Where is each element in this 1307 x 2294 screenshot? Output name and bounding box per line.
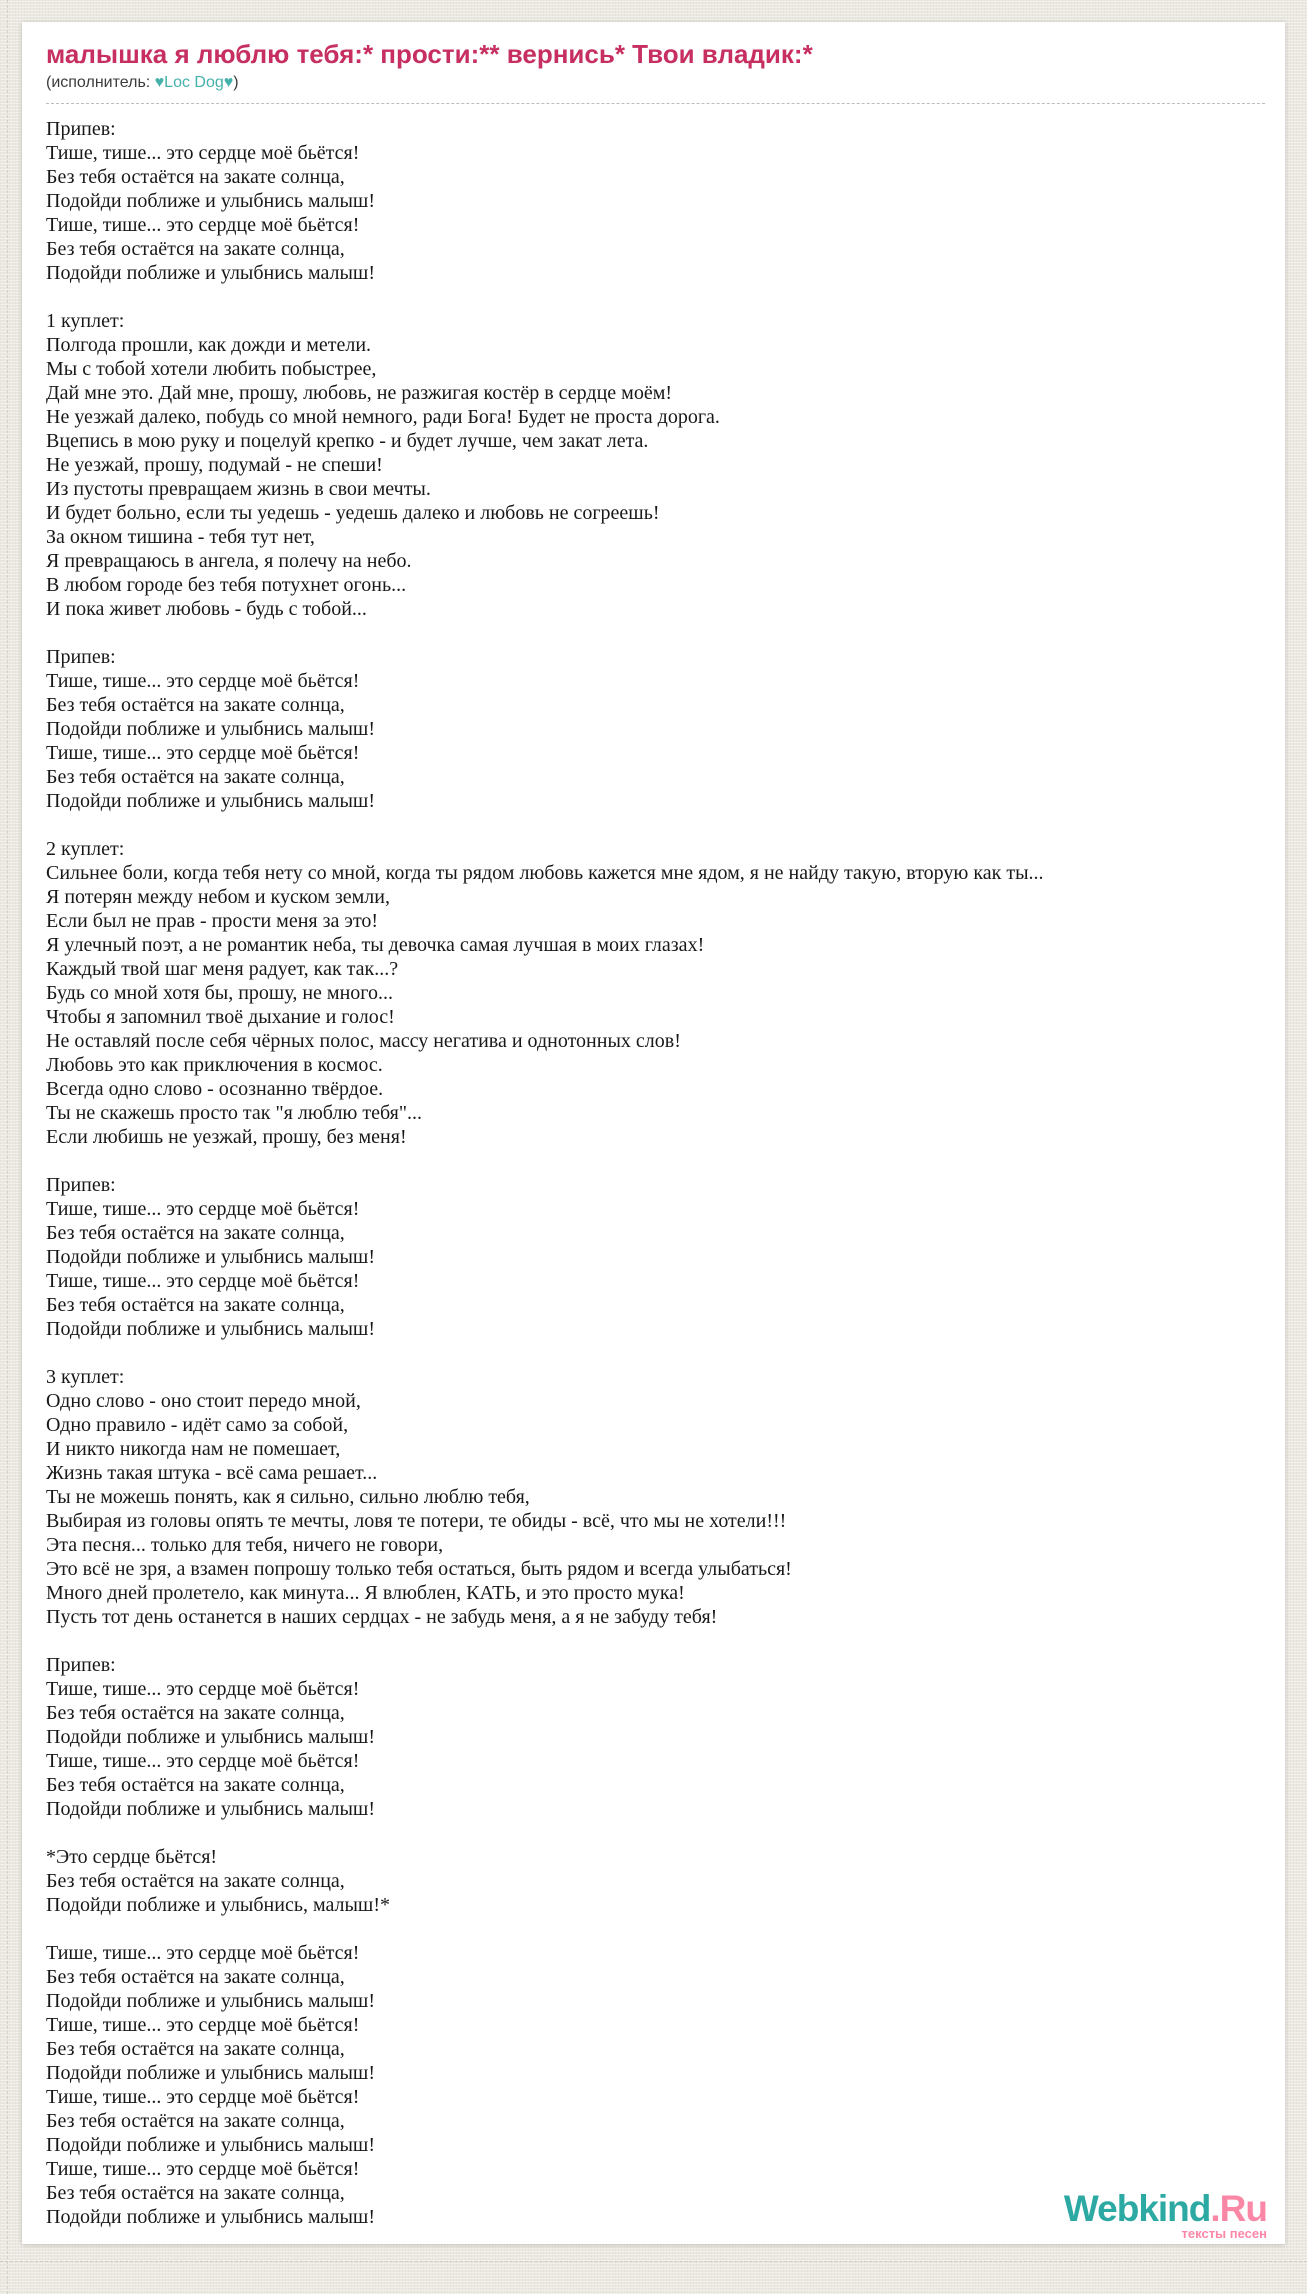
- lyric-line: Всегда одно слово - осознанно твёрдое.: [46, 1078, 384, 1100]
- lyric-line: Не уезжай, прошу, подумай - не спеши!: [46, 454, 383, 476]
- lyric-line: Подойди поближе и улыбнись малыш!: [46, 2206, 375, 2228]
- lyric-line: Без тебя остаётся на закате солнца,: [46, 2182, 345, 2204]
- page-title: малышка я люблю тебя:* прости:** вернись* Твои владик:*: [46, 39, 813, 69]
- webkind-logo-main: Webkind: [1063, 2188, 1211, 2229]
- lyric-line: Много дней пролетело, как минута... Я влюблен, КАТЬ, и это просто мука!: [46, 1582, 685, 1604]
- lyric-line: Тише, тише... это сердце моё бьётся!: [46, 1270, 360, 1292]
- artist-line: [46, 73, 1265, 104]
- lyric-line: Подойди поближе и улыбнись малыш!: [46, 1726, 375, 1748]
- lyric-line: Тише, тише... это сердце моё бьётся!: [46, 1198, 360, 1220]
- lyric-line: Без тебя остаётся на закате солнца,: [46, 766, 345, 788]
- lyrics-card: [22, 22, 1285, 2244]
- lyric-line: Подойди поближе и улыбнись, малыш!*: [46, 1894, 390, 1916]
- lyrics: [46, 117, 1265, 2229]
- lyric-line: Без тебя остаётся на закате солнца,: [46, 2038, 345, 2060]
- lyric-line: 1 куплет:: [46, 310, 125, 332]
- lyric-line: Чтобы я запомнил твоё дыхание и голос!: [46, 1006, 395, 1028]
- lyric-line: Эта песня... только для тебя, ничего не говори,: [46, 1534, 444, 1556]
- webkind-logo-suffix: .Ru: [1210, 2188, 1267, 2229]
- lyric-line: Дай мне это. Дай мне, прошу, любовь, не разжигая костёр в сердце моём!: [46, 382, 673, 404]
- lyric-line: Из пустоты превращаем жизнь в свои мечты.: [46, 478, 431, 500]
- lyric-line: В любом городе без тебя потухнет огонь...: [46, 574, 407, 596]
- lyric-line: Припев:: [46, 118, 116, 140]
- lyric-line: Без тебя остаётся на закате солнца,: [46, 1222, 345, 1244]
- lyric-line: Припев:: [46, 646, 116, 668]
- lyric-line: Ты не скажешь просто так "я люблю тебя"...: [46, 1102, 423, 1124]
- lyric-line: Без тебя остаётся на закате солнца,: [46, 1870, 345, 1892]
- lyric-line: Выбирая из головы опять те мечты, ловя те потери, те обиды - всё, что мы не хотели!!!: [46, 1510, 787, 1532]
- lyric-line: 3 куплет:: [46, 1366, 125, 1388]
- lyric-line: Подойди поближе и улыбнись малыш!: [46, 1990, 375, 2012]
- lyric-line: Подойди поближе и улыбнись малыш!: [46, 262, 375, 284]
- lyric-line: Пусть тот день останется в наших сердцах - не забудь меня, а я не забуду тебя!: [46, 1606, 718, 1628]
- lyric-line: Одно правило - идёт само за собой,: [46, 1414, 349, 1436]
- lyric-line: Не оставляй после себя чёрных полос, массу негатива и однотонных слов!: [46, 1030, 681, 1052]
- lyric-line: Без тебя остаётся на закате солнца,: [46, 238, 345, 260]
- lyric-line: 2 куплет:: [46, 838, 125, 860]
- lyric-line: Подойди поближе и улыбнись малыш!: [46, 190, 375, 212]
- lyric-line: Подойди поближе и улыбнись малыш!: [46, 1798, 375, 1820]
- lyric-line: Тише, тише... это сердце моё бьётся!: [46, 742, 360, 764]
- lyric-line: За окном тишина - тебя тут нет,: [46, 526, 315, 548]
- lyric-line: *Это сердце бьётся!: [46, 1846, 218, 1868]
- lyric-line: Припев:: [46, 1174, 116, 1196]
- lyric-line: Тише, тише... это сердце моё бьётся!: [46, 670, 360, 692]
- stanza: [46, 1845, 1265, 1917]
- lyric-line: Подойди поближе и улыбнись малыш!: [46, 2062, 375, 2084]
- lyric-line: Ты не можешь понять, как я сильно, сильно люблю тебя,: [46, 1486, 530, 1508]
- lyric-line: Без тебя остаётся на закате солнца,: [46, 694, 345, 716]
- lyric-line: Не уезжай далеко, побудь со мной немного, ради Бога! Будет не проста дорога.: [46, 406, 720, 428]
- lyric-line: Тише, тише... это сердце моё бьётся!: [46, 1678, 360, 1700]
- lyric-line: Подойди поближе и улыбнись малыш!: [46, 1246, 375, 1268]
- lyric-line: Тише, тише... это сердце моё бьётся!: [46, 2158, 360, 2180]
- webkind-logo-tagline: тексты песен: [1181, 2226, 1267, 2241]
- artist-link[interactable]: ♥Loc Dog♥: [154, 74, 234, 91]
- lyric-line: Без тебя остаётся на закате солнца,: [46, 1774, 345, 1796]
- footer-divider: [0, 2261, 1307, 2262]
- lyric-line: Я потерян между небом и куском земли,: [46, 886, 390, 908]
- lyric-line: Вцепись в мою руку и поцелуй крепко - и будет лучше, чем закат лета.: [46, 430, 649, 452]
- webkind-logo-brand: [1064, 2190, 1267, 2227]
- background-stitch-line: [7, 0, 8, 2294]
- lyric-line: Любовь это как приключения в космос.: [46, 1054, 383, 1076]
- lyric-line: И пока живет любовь - будь с тобой...: [46, 598, 367, 620]
- lyric-line: Припев:: [46, 1654, 116, 1676]
- stanza: [46, 837, 1265, 1149]
- artist-label: (исполнитель:: [46, 74, 155, 91]
- lyric-line: Это всё не зря, а взамен попрошу только тебя остаться, быть рядом и всегда улыбаться!: [46, 1558, 792, 1580]
- lyric-line: Каждый твой шаг меня радует, как так...?: [46, 958, 399, 980]
- lyric-line: Подойди поближе и улыбнись малыш!: [46, 1318, 375, 1340]
- stanza: [46, 1173, 1265, 1341]
- artist-label-suffix: ): [233, 74, 239, 91]
- lyric-line: Тише, тише... это сердце моё бьётся!: [46, 1750, 360, 1772]
- lyric-line: Жизнь такая штука - всё сама решает...: [46, 1462, 378, 1484]
- lyric-line: Тише, тише... это сердце моё бьётся!: [46, 142, 360, 164]
- lyric-line: Мы с тобой хотели любить побыстрее,: [46, 358, 377, 380]
- stanza: [46, 1941, 1265, 2229]
- lyric-line: Тише, тише... это сердце моё бьётся!: [46, 2086, 360, 2108]
- stanza: [46, 309, 1265, 621]
- lyric-line: Без тебя остаётся на закате солнца,: [46, 2110, 345, 2132]
- stanza: [46, 1365, 1265, 1629]
- lyric-line: Без тебя остаётся на закате солнца,: [46, 1294, 345, 1316]
- lyric-line: Подойди поближе и улыбнись малыш!: [46, 790, 375, 812]
- webkind-logo[interactable]: [1064, 2190, 1267, 2240]
- lyric-line: Я улечный поэт, а не романтик неба, ты девочка самая лучшая в моих глазах!: [46, 934, 705, 956]
- lyric-line: Если любишь не уезжай, прошу, без меня!: [46, 1126, 407, 1148]
- stanza: [46, 645, 1265, 813]
- lyric-line: Тише, тише... это сердце моё бьётся!: [46, 2014, 360, 2036]
- lyric-line: Подойди поближе и улыбнись малыш!: [46, 718, 375, 740]
- stanza: [46, 117, 1265, 285]
- lyric-line: Сильнее боли, когда тебя нету со мной, когда ты рядом любовь кажется мне ядом, я не найду такую, вторую как ты...: [46, 862, 1044, 884]
- lyric-line: Я превращаюсь в ангела, я полечу на небо.: [46, 550, 412, 572]
- lyric-line: Тише, тише... это сердце моё бьётся!: [46, 214, 360, 236]
- lyric-line: Без тебя остаётся на закате солнца,: [46, 166, 345, 188]
- lyric-line: Без тебя остаётся на закате солнца,: [46, 1966, 345, 1988]
- lyric-line: Подойди поближе и улыбнись малыш!: [46, 2134, 375, 2156]
- lyric-line: Без тебя остаётся на закате солнца,: [46, 1702, 345, 1724]
- lyric-line: И будет больно, если ты уедешь - уедешь далеко и любовь не согреешь!: [46, 502, 660, 524]
- lyric-line: Если был не прав - прости меня за это!: [46, 910, 379, 932]
- lyric-line: Будь со мной хотя бы, прошу, не много...: [46, 982, 393, 1004]
- lyric-line: Тише, тише... это сердце моё бьётся!: [46, 1942, 360, 1964]
- lyric-line: Полгода прошли, как дожди и метели.: [46, 334, 372, 356]
- lyric-line: И никто никогда нам не помешает,: [46, 1438, 341, 1460]
- lyric-line: Одно слово - оно стоит передо мной,: [46, 1390, 361, 1412]
- stanza: [46, 1653, 1265, 1821]
